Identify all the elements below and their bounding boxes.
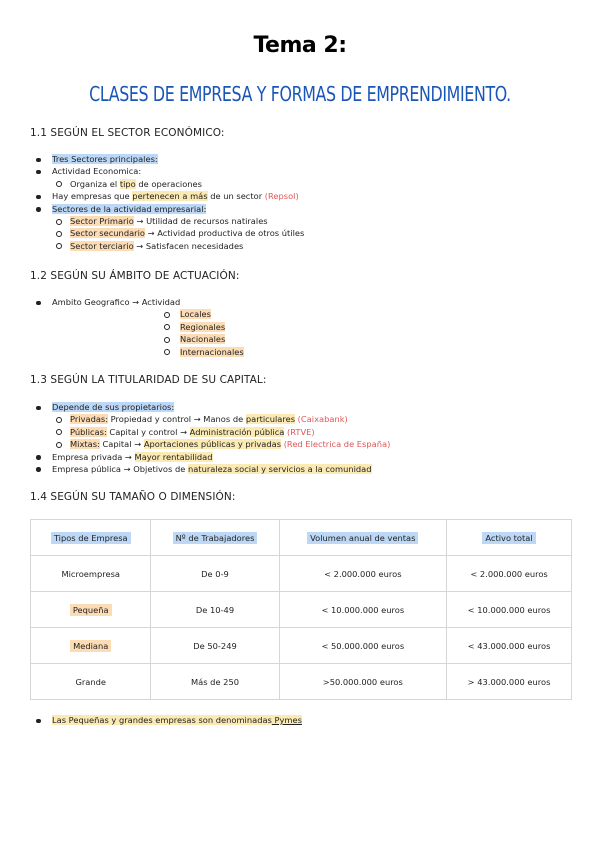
cell-text: Más de 250 [190, 676, 240, 687]
table-header-cell [447, 520, 572, 556]
list-item [0, 451, 600, 463]
list-item-text: Ambito Geografico → Actividad [52, 297, 181, 307]
section-heading-1-3: 1.3 SEGÚN LA TITULARIDAD DE SU CAPITAL: [30, 374, 267, 386]
highlight: Administración pública [189, 426, 285, 437]
text-segment: Capital → [99, 439, 144, 450]
list-item [0, 463, 600, 475]
list-item [0, 401, 600, 413]
highlight: Sector terciario [70, 240, 134, 251]
text-segment: → Utilidad de recursos natirales [133, 215, 268, 226]
highlight: pertenecen a más [132, 191, 208, 202]
cell-text: < 2.000.000 euros [324, 568, 402, 579]
sub-list-item [0, 346, 600, 358]
highlight: Sector Primario [70, 215, 134, 226]
page-subtitle: CLASES DE EMPRESA Y FORMAS DE EMPRENDIMIENTO. [89, 82, 511, 106]
table-cell [447, 628, 572, 664]
example-note: (Repsol) [264, 191, 299, 202]
example-note: (RTVE) [284, 426, 315, 437]
table-cell [31, 664, 151, 700]
text-segment: Empresa privada → [52, 451, 135, 462]
table-cell [151, 592, 279, 628]
highlight: Sector secundario [70, 228, 145, 239]
list-item [0, 203, 600, 215]
cell-text: Microempresa [61, 568, 120, 579]
cell-text: De 0-9 [201, 568, 229, 579]
cell-text: < 2.000.000 euros [470, 568, 548, 579]
cell-text: < 10.000.000 euros [467, 604, 551, 615]
highlight: Privadas: [70, 414, 109, 425]
text-segment: Hay empresas que [52, 191, 133, 202]
cell-text: >50.000.000 euros [322, 676, 403, 687]
cell-text: < 50.000.000 euros [321, 640, 405, 651]
table-header-row [31, 520, 572, 556]
cell-text: Pequeña [70, 604, 112, 616]
highlight: Internacionales [180, 346, 244, 357]
sub-list-item [0, 215, 600, 227]
table-cell [447, 592, 572, 628]
sub-list-item [0, 321, 600, 333]
highlight: tipo [119, 178, 136, 189]
sub-list-item [0, 308, 600, 320]
page-title: Tema 2: [253, 33, 347, 58]
section-heading-1-1: 1.1 SEGÚN EL SECTOR ECONÓMICO: [30, 127, 225, 139]
text-segment: Empresa pública → Objetivos de [52, 463, 188, 474]
highlight: Regionales [180, 321, 226, 332]
highlight: Mixtas: [70, 439, 100, 450]
header-label: Volumen anual de ventas [307, 532, 418, 544]
list-item [0, 153, 600, 165]
text-segment: Propiedad y control → Manos de [108, 414, 246, 425]
list-item [0, 190, 600, 202]
text-segment: de un sector [207, 191, 265, 202]
list-item [0, 296, 600, 308]
table-cell [31, 592, 151, 628]
table-cell [279, 556, 447, 592]
sub-list-item [0, 438, 600, 450]
list-item-text: Depende de sus propietarios: [52, 402, 175, 412]
highlight: particulares [245, 414, 296, 425]
header-label: Tipos de Empresa [51, 532, 131, 544]
table-row [31, 664, 572, 700]
section-1-2-list [0, 296, 600, 358]
highlight: naturaleza social y servicios a la comunidad [187, 463, 372, 474]
highlight: Locales [180, 309, 211, 320]
sub-list-item [0, 178, 600, 190]
list-item-text: Actividad Economica: [52, 166, 142, 177]
header-label: Nº de Trabajadores [173, 532, 258, 544]
header-label: Activo total [482, 532, 535, 544]
table-cell [151, 556, 279, 592]
table-row [31, 556, 572, 592]
table-cell [279, 592, 447, 628]
section-1-4-note [0, 714, 600, 726]
cell-text: < 10.000.000 euros [321, 604, 405, 615]
highlight [52, 715, 302, 725]
cell-text: > 43.000.000 euros [467, 676, 551, 687]
list-item-text: Tres Sectores principales: [52, 154, 158, 164]
cell-text: < 43.000.000 euros [467, 640, 551, 651]
table-cell [447, 556, 572, 592]
cell-text: Mediana [70, 640, 111, 652]
text-segment: de operaciones [135, 178, 202, 189]
example-note: (Caixabank) [295, 414, 348, 425]
table-cell [279, 628, 447, 664]
table-cell [31, 628, 151, 664]
text-segment: Capital y control → [106, 426, 190, 437]
cell-text: De 50-249 [193, 640, 237, 651]
section-heading-1-4: 1.4 SEGÚN SU TAMAÑO O DIMENSIÓN: [30, 491, 236, 503]
sub-list-item [0, 227, 600, 239]
cell-text: Grande [75, 676, 107, 687]
underlined-term: Pymes [271, 715, 302, 725]
highlight: Públicas: [70, 426, 107, 437]
list-item [0, 165, 600, 177]
table-row [31, 628, 572, 664]
table-cell [151, 664, 279, 700]
sub-list-item [0, 426, 600, 438]
example-note: (Red Electrica de España) [281, 439, 391, 450]
table-cell [279, 664, 447, 700]
table-header-cell [279, 520, 447, 556]
list-item-text: Sectores de la actividad empresarial: [52, 203, 207, 214]
section-1-1-list [0, 153, 600, 252]
table-row [31, 592, 572, 628]
text-segment: → Satisfacen necesidades [133, 240, 244, 251]
company-size-table [30, 519, 572, 700]
table-header-cell [151, 520, 279, 556]
table-cell [151, 628, 279, 664]
sub-list-item [0, 413, 600, 425]
sub-list-item [0, 333, 600, 345]
table-cell [31, 556, 151, 592]
text-segment: Organiza el [70, 178, 120, 189]
sub-list-item [0, 240, 600, 252]
table-cell [447, 664, 572, 700]
highlight: Nacionales [180, 334, 226, 345]
section-heading-1-2: 1.2 SEGÚN SU ÁMBITO DE ACTUACIÓN: [30, 270, 240, 282]
highlight: Aportaciones públicas y privadas [143, 439, 282, 450]
highlight: Mayor rentabilidad [134, 451, 213, 462]
text-segment: → Actividad productiva de otros útiles [144, 228, 305, 239]
cell-text: De 10-49 [195, 604, 235, 615]
table-header-cell [31, 520, 151, 556]
section-1-3-list [0, 401, 600, 475]
list-item [0, 714, 600, 726]
text-segment: Las Pequeñas y grandes empresas son denominadas [52, 715, 272, 725]
